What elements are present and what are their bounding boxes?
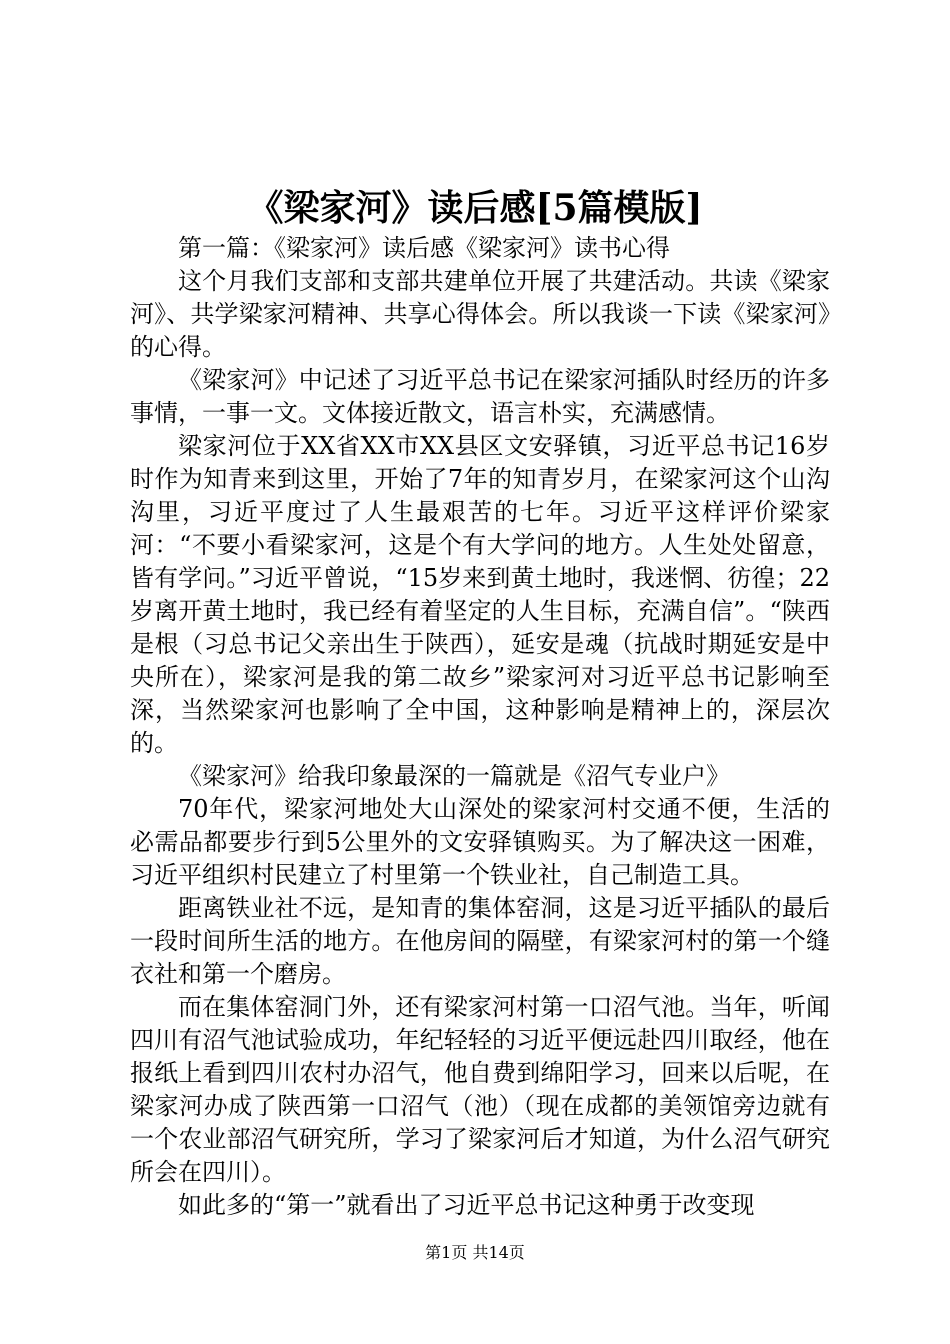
document-body [130,232,830,1222]
body-paragraph: 70年代，梁家河地处大山深处的梁家河村交通不便，生活的必需品都要步行到5公里外的文安驿镇购买。为了解决这一困难，习近平组织村民建立了村里第一个铁业社，自己制造工具。 [130,795,830,889]
body-paragraph: 这个月我们支部和支部共建单位开展了共建活动。共读《梁家河》、共学梁家河精神、共享心得体会。所以我谈一下读《梁家河》的心得。 [130,267,830,361]
body-paragraph: 距离铁业社不远，是知青的集体窑洞，这是习近平插队的最后一段时间所生活的地方。在他房间的隔壁，有梁家河村的第一个缝衣社和第一个磨房。 [130,894,830,988]
body-paragraph: 而在集体窑洞门外，还有梁家河村第一口沼气池。当年，听闻四川有沼气池试验成功，年纪轻轻的习近平便远赴四川取经，他在报纸上看到四川农村办沼气，他自费到绵阳学习，回来以后呢，在梁家河办成了陕西第一口沼气（池）（现在成都的美领馆旁边就有一个农业部沼气研究所，学习了梁家河后才知道，为什么沼气研究所会在四川）。 [130,993,830,1186]
page-footer: 第1页 共14页 [425,1243,525,1262]
document-title: 《梁家河》读后感[5篇模版] [247,187,703,229]
body-paragraph: 梁家河位于XX省XX市XX县区文安驿镇，习近平总书记16岁时作为知青来到这里，开始了7年的知青岁月，在梁家河这个山沟沟里，习近平度过了人生最艰苦的七年。习近平这样评价梁家河：“不要小看梁家河，这是个有大学问的地方。人生处处留意，皆有学问。”习近平曾说，“15岁来到黄土地时，我迷惘、彷徨；22岁离开黄土地时，我已经有着坚定的人生目标，充满自信”。“陕西是根（习总书记父亲出生于陕西），延安是魂（抗战时期延安是中央所在），梁家河是我的第二故乡”梁家河对习近平总书记影响至深，当然梁家河也影响了全中国，这种影响是精神上的，深层次的。 [130,432,830,757]
body-paragraph: 《梁家河》中记述了习近平总书记在梁家河插队时经历的许多事情，一事一文。文体接近散文，语言朴实，充满感情。 [130,366,830,427]
body-paragraph: 如此多的“第一”就看出了习近平总书记这种勇于改变现 [178,1191,755,1219]
section-heading: 第一篇：《梁家河》读后感《梁家河》读书心得 [178,234,670,262]
body-paragraph: 《梁家河》给我印象最深的一篇就是《沼气专业户》 [178,762,730,790]
